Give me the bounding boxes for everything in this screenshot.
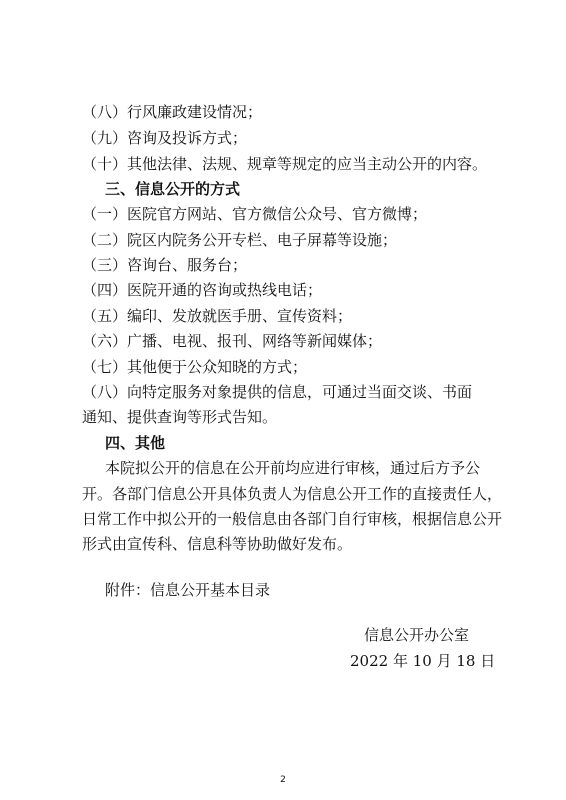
section-3-item-4: （四）医院开通的咨询或热线电话；: [82, 281, 323, 299]
section-3-item-7: （七）其他便于公众知晓的方式；: [82, 358, 308, 376]
section-4-heading: 四、其他: [105, 434, 166, 452]
section-3-item-1: （一）医院官方网站、官方微信公众号、官方微博；: [82, 205, 428, 223]
section-3-item-8: （八）向特定服务对象提供的信息，可通过当面交谈、书面: [82, 383, 473, 401]
section-3-heading: 三、信息公开的方式: [105, 180, 241, 198]
section-3-item-5: （五）编印、发放就医手册、宣传资料；: [82, 307, 353, 325]
page-number: 2: [280, 775, 286, 785]
section-4-para-line-2: 开。各部门信息公开具体负责人为信息公开工作的直接责任人，: [82, 485, 503, 503]
item-nine-top: （九）咨询及投诉方式；: [82, 129, 248, 147]
signature-date: 2022 年 10 月 18 日: [350, 652, 496, 670]
attachment-note: 附件：信息公开基本目录: [105, 581, 271, 599]
section-3-item-3: （三）咨询台、服务台；: [82, 256, 248, 274]
section-4-para-line-4: 形式由宣传科、信息科等协助做好发布。: [82, 535, 353, 553]
item-ten-top: （十）其他法律、法规、规章等规定的应当主动公开的内容。: [82, 155, 488, 173]
section-4-para-line-1: 本院拟公开的信息在公开前均应进行审核，通过后方予公: [105, 459, 481, 477]
signature-office: 信息公开办公室: [364, 626, 470, 644]
section-4-para-line-3: 日常工作中拟公开的一般信息由各部门自行审核，根据信息公开: [82, 510, 503, 528]
section-3-item-2: （二）院区内院务公开专栏、电子屏幕等设施；: [82, 231, 398, 249]
item-eight-top: （八）行风廉政建设情况；: [82, 103, 263, 121]
section-3-item-6: （六）广播、电视、报刊、网络等新闻媒体；: [82, 332, 383, 350]
section-3-item-8-continued: 通知、提供查询等形式告知。: [82, 408, 278, 426]
